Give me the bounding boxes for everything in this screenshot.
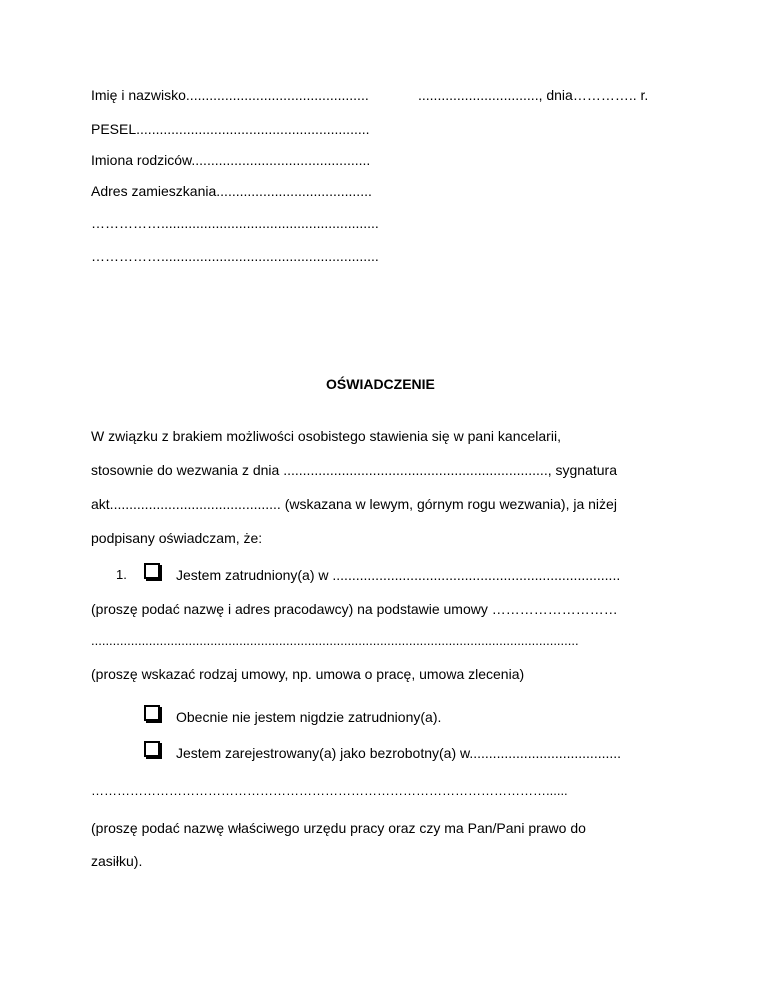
address-continuation-line-1: ……………........................................................: [91, 215, 379, 231]
address-continuation-line-2: ……………........................................................: [91, 248, 379, 264]
contract-type-hint: (proszę wskazać rodzaj umowy, np. umowa o pracę, umowa zlecenia): [91, 666, 525, 682]
intro-line-4: podpisany oświadczam, że:: [91, 530, 263, 546]
registered-unemployed-checkbox[interactable]: [144, 741, 160, 757]
date-field-line: ..............................., dnia………….. r.: [418, 87, 649, 103]
unemployed-checkbox[interactable]: [144, 705, 160, 721]
item-1-number: 1.: [116, 567, 127, 582]
labour-office-hint-line-1: (proszę podać nazwę właściwego urzędu pracy oraz czy ma Pan/Pani prawo do: [91, 820, 586, 836]
employer-hint-line: (proszę podać nazwę i adres pracodawcy) na podstawie umowy ………………………: [91, 601, 618, 617]
intro-line-2: stosownie do wezwania z dnia ...................................................................., sygnatura: [91, 462, 617, 478]
employed-checkbox[interactable]: [144, 563, 160, 579]
name-field-line: Imię i nazwisko...............................................: [91, 87, 369, 103]
address-field-line: Adres zamieszkania........................................: [91, 183, 372, 199]
intro-line-1: W związku z brakiem możliwości osobistego stawienia się w pani kancelarii,: [91, 428, 561, 444]
contract-dots-line: .......................................................................................................................................: [91, 633, 579, 648]
document-title: OŚWIADCZENIE: [326, 376, 435, 392]
parents-names-field-line: Imiona rodziców..............................................: [91, 152, 371, 168]
intro-line-3: akt............................................ (wskazana w lewym, górnym rogu wezwania), ja niżej: [91, 496, 617, 512]
pesel-field-line: PESEL............................................................: [91, 121, 370, 137]
registered-unemployed-text: Jestem zarejestrowany(a) jako bezrobotny(a) w.......................................: [176, 745, 622, 761]
labour-office-dots-line: ……………………………………………………………………………………………......: [91, 783, 568, 798]
unemployed-text: Obecnie nie jestem nigdzie zatrudniony(a).: [176, 709, 442, 725]
employed-text: Jestem zatrudniony(a) w ..........................................................................: [176, 567, 621, 583]
labour-office-hint-line-2: zasiłku).: [91, 853, 143, 869]
